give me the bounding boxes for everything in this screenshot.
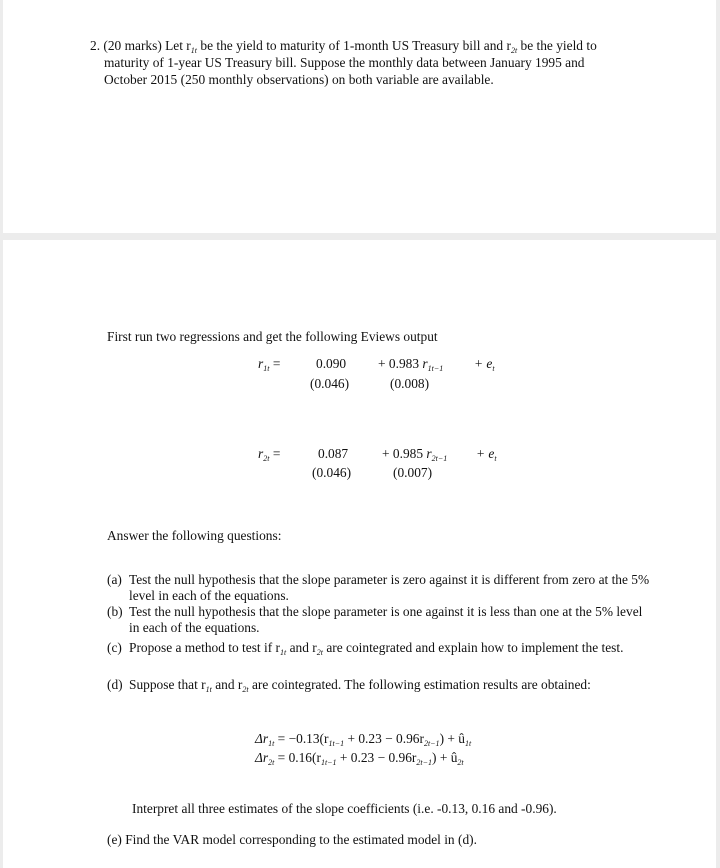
regression-2-error: + $e_t$ bbox=[476, 446, 497, 463]
regression-2-lhs: $r_{2t}$ = bbox=[258, 446, 281, 463]
regression-1-error: + $e_t$ bbox=[474, 356, 495, 373]
regression-1-se-const: (0.046) bbox=[310, 376, 350, 391]
item-e: (e) Find the VAR model corresponding to the estimated model in (d). bbox=[107, 832, 477, 847]
item-b: (b) Test the null hypothesis that the slope parameter is one against it is less than one at the 5% level in each of the equations. bbox=[107, 604, 643, 635]
regression-intro: First run two regressions and get the following Eviews output bbox=[107, 329, 438, 344]
item-d: (d) Suppose that $r_{1t}$ and $r_{2t}$ are cointegrated. The following estimation results are obtained: bbox=[107, 677, 591, 694]
answer-intro: Answer the following questions: bbox=[107, 528, 282, 543]
regression-2-se-coef: (0.007) bbox=[393, 465, 433, 480]
question-line-1: 2. (20 marks) Let $r_{1t}$ be the yield to maturity of 1-month US Treasury bill and $r_{2t}$ be the yield to bbox=[90, 38, 597, 55]
item-a: (a) Test the null hypothesis that the slope parameter is zero against it is different from zero at the 5% level in each of the equations. bbox=[107, 572, 650, 603]
regression-1-lhs: $r_{1t}$ = bbox=[258, 356, 281, 373]
ecm-equation-1: $\Delta r_{1t} = -0.13(r_{1t-1} + 0.23 - 0.96r_{2t-1})$ + $û_{1t}$ bbox=[255, 731, 472, 748]
regression-2-se-const: (0.046) bbox=[312, 465, 352, 480]
regression-1-const: 0.090 bbox=[316, 356, 347, 371]
item-c: (c) Propose a method to test if $r_{1t}$ and $r_{2t}$ are cointegrated and explain how to implement the test. bbox=[107, 640, 624, 657]
question-line-2: maturity of 1-year US Treasury bill. Suppose the monthly data between January 1995 and bbox=[104, 55, 585, 70]
regression-2-const: 0.087 bbox=[318, 446, 349, 461]
regression-1-se-coef: (0.008) bbox=[390, 376, 430, 391]
interpret-text: Interpret all three estimates of the slope coefficients (i.e. -0.13, 0.16 and -0.96). bbox=[132, 801, 557, 816]
question-line-3: October 2015 (250 monthly observations) on both variable are available. bbox=[104, 72, 494, 87]
regression-1-coef: + 0.983 $r_{1t-1}$ bbox=[378, 356, 444, 373]
regression-2-coef: + 0.985 $r_{2t-1}$ bbox=[382, 446, 448, 463]
ecm-equation-2: $\Delta r_{2t} = 0.16(r_{1t-1} + 0.23 - 0.96r_{2t-1})$ + $û_{2t}$ bbox=[255, 750, 464, 767]
page-1 bbox=[3, 0, 716, 233]
